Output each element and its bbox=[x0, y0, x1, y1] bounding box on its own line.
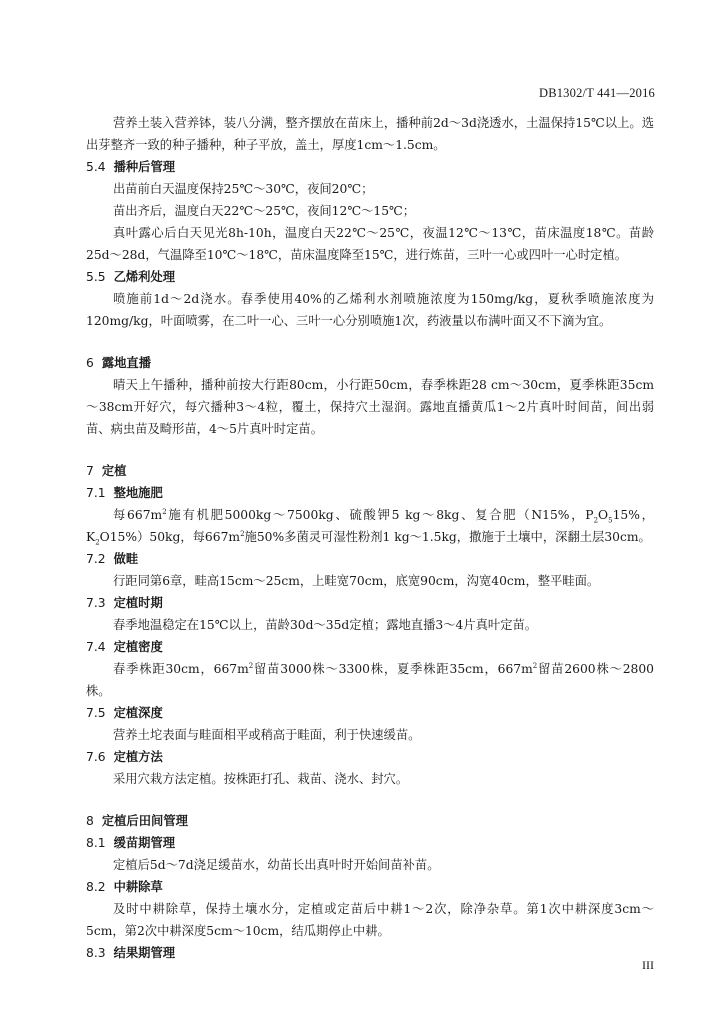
section-title: 定植深度 bbox=[113, 706, 163, 720]
text-run: O bbox=[598, 508, 609, 522]
section-title: 缓苗期管理 bbox=[113, 836, 176, 850]
section-heading-5-5 bbox=[86, 266, 654, 288]
paragraph: 采用穴栽方法定植。按株距打孔、栽苗、浇水、封穴。 bbox=[113, 772, 409, 786]
page-number: III bbox=[642, 958, 654, 972]
paragraph-density bbox=[86, 658, 654, 702]
section-heading-8-1 bbox=[86, 832, 654, 854]
paragraph: 喷施前1d～2d浇水。春季使用40%的乙烯利水剂喷施浓度为150mg/kg，夏秋季喷施浓度为120mg/kg，叶面喷雾，在二叶一心、三叶一心分别喷施1次，药液量以布满叶面又不下滴为宜。 bbox=[86, 292, 654, 328]
section-title: 整地施肥 bbox=[113, 486, 163, 500]
section-title: 乙烯利处理 bbox=[113, 270, 176, 284]
paragraph: 真叶露心后白天见光8h-10h，温度白天22℃～25℃，夜温12℃～13℃，苗床温度18℃。苗龄25d～28d，气温降至10℃～18℃，苗床温度降至15℃，进行炼苗，三叶一心或四叶一心时定植。 bbox=[86, 226, 654, 262]
section-title: 中耕除草 bbox=[113, 880, 163, 894]
text-run: 15%，K bbox=[86, 508, 654, 544]
paragraph-fertilizer bbox=[86, 504, 654, 548]
section-heading-8-2 bbox=[86, 876, 654, 898]
section-heading-7-6 bbox=[86, 746, 654, 768]
subscript: 2 bbox=[593, 516, 599, 525]
superscript: 2 bbox=[162, 507, 167, 516]
subscript: 2 bbox=[95, 538, 100, 547]
chapter-title: 定植后田间管理 bbox=[101, 814, 188, 828]
chapter-number: 8 bbox=[86, 814, 94, 828]
paragraph: 营养土装入营养钵，装八分满，整齐摆放在苗床上，播种前2d～3d浇透水，土温保持15℃以上。选出芽整齐一致的种子播种，种子平放，盖土，厚度1cm～1.5cm。 bbox=[86, 116, 654, 152]
paragraph: 及时中耕除草，保持土壤水分，定植或定苗后中耕1～2次，除净杂草。第1次中耕深度3cm～5cm，第2次中耕深度5cm～10cm，结瓜期停止中耕。 bbox=[86, 902, 655, 938]
text-run: 留苗2600株～2800株。 bbox=[86, 662, 654, 698]
section-heading-7-3 bbox=[86, 592, 654, 614]
section-number: 7.6 bbox=[86, 750, 106, 764]
text-run: 留苗3000株～3300株，夏季株距35cm，667m bbox=[253, 662, 533, 676]
paragraph: 定植后5d～7d浇足缓苗水，幼苗长出真叶时开始间苗补苗。 bbox=[113, 858, 440, 872]
chapter-number: 7 bbox=[86, 464, 94, 478]
section-number: 8.2 bbox=[86, 880, 106, 894]
subscript: 5 bbox=[608, 516, 613, 525]
text-run: 春季株距30cm，667m bbox=[113, 662, 249, 676]
document-body bbox=[86, 112, 654, 964]
section-number: 7.1 bbox=[86, 486, 106, 500]
superscript: 2 bbox=[248, 661, 254, 670]
section-number: 7.5 bbox=[86, 706, 106, 720]
paragraph: 春季地温稳定在15℃以上，苗龄30d～35d定植；露地直播3～4片真叶定苗。 bbox=[113, 618, 538, 632]
section-title: 定植密度 bbox=[113, 640, 163, 654]
superscript: 2 bbox=[532, 661, 538, 670]
paragraph: 苗出齐后，温度白天22℃～25℃，夜间12℃～15℃； bbox=[113, 204, 416, 218]
text-run: 施有机肥5000kg～7500kg、硫酸钾5 kg～8kg、复合肥（N15%，P bbox=[166, 508, 594, 522]
section-number: 7.4 bbox=[86, 640, 106, 654]
chapter-title: 露地直播 bbox=[101, 356, 152, 370]
section-title: 定植方法 bbox=[113, 750, 163, 764]
section-heading-7-5 bbox=[86, 702, 654, 724]
superscript: 2 bbox=[240, 529, 245, 538]
section-number: 7.3 bbox=[86, 596, 106, 610]
text-run: O15%）50kg，每667m bbox=[99, 530, 241, 544]
section-number: 5.4 bbox=[86, 160, 106, 174]
standard-code: DB1302/T 441—2016 bbox=[538, 86, 655, 100]
paragraph: 出苗前白天温度保持25℃～30℃，夜间20℃； bbox=[113, 182, 374, 196]
text-run: 每667m bbox=[113, 508, 163, 522]
section-title: 做畦 bbox=[113, 552, 139, 566]
section-title: 播种后管理 bbox=[113, 160, 176, 174]
chapter-heading-8 bbox=[86, 810, 654, 832]
text-run: 施50%多菌灵可湿性粉剂1 kg～1.5kg，撒施于土壤中，深翻土层30cm。 bbox=[244, 530, 651, 544]
chapter-heading-6 bbox=[86, 352, 654, 374]
section-number: 7.2 bbox=[86, 552, 106, 566]
section-number: 5.5 bbox=[86, 270, 106, 284]
paragraph: 晴天上午播种，播种前按大行距80cm，小行距50cm，春季株距28 cm～30cm，夏季株距35cm～38cm开好穴，每穴播种3～4粒，覆土，保持穴土湿润。露地直播黄瓜1～2片真叶时间苗，间出弱苗、病虫苗及畸形苗，4～5片真叶时定苗。 bbox=[86, 378, 654, 436]
section-heading-7-1 bbox=[86, 482, 654, 504]
section-heading-5-4 bbox=[86, 156, 654, 178]
section-title: 定植时期 bbox=[113, 596, 163, 610]
section-number: 8.3 bbox=[86, 946, 106, 960]
section-heading-8-3 bbox=[86, 942, 654, 964]
chapter-number: 6 bbox=[86, 356, 94, 370]
section-heading-7-2 bbox=[86, 548, 654, 570]
paragraph: 营养土坨表面与畦面相平或稍高于畦面，利于快速缓苗。 bbox=[113, 728, 421, 742]
section-title: 结果期管理 bbox=[113, 946, 176, 960]
chapter-heading-7 bbox=[86, 460, 654, 482]
section-number: 8.1 bbox=[86, 836, 106, 850]
chapter-title: 定植 bbox=[101, 464, 127, 478]
paragraph: 行距同第6章，畦高15cm～25cm，上畦宽70cm，底宽90cm，沟宽40cm，整平畦面。 bbox=[113, 574, 600, 588]
section-heading-7-4 bbox=[86, 636, 654, 658]
